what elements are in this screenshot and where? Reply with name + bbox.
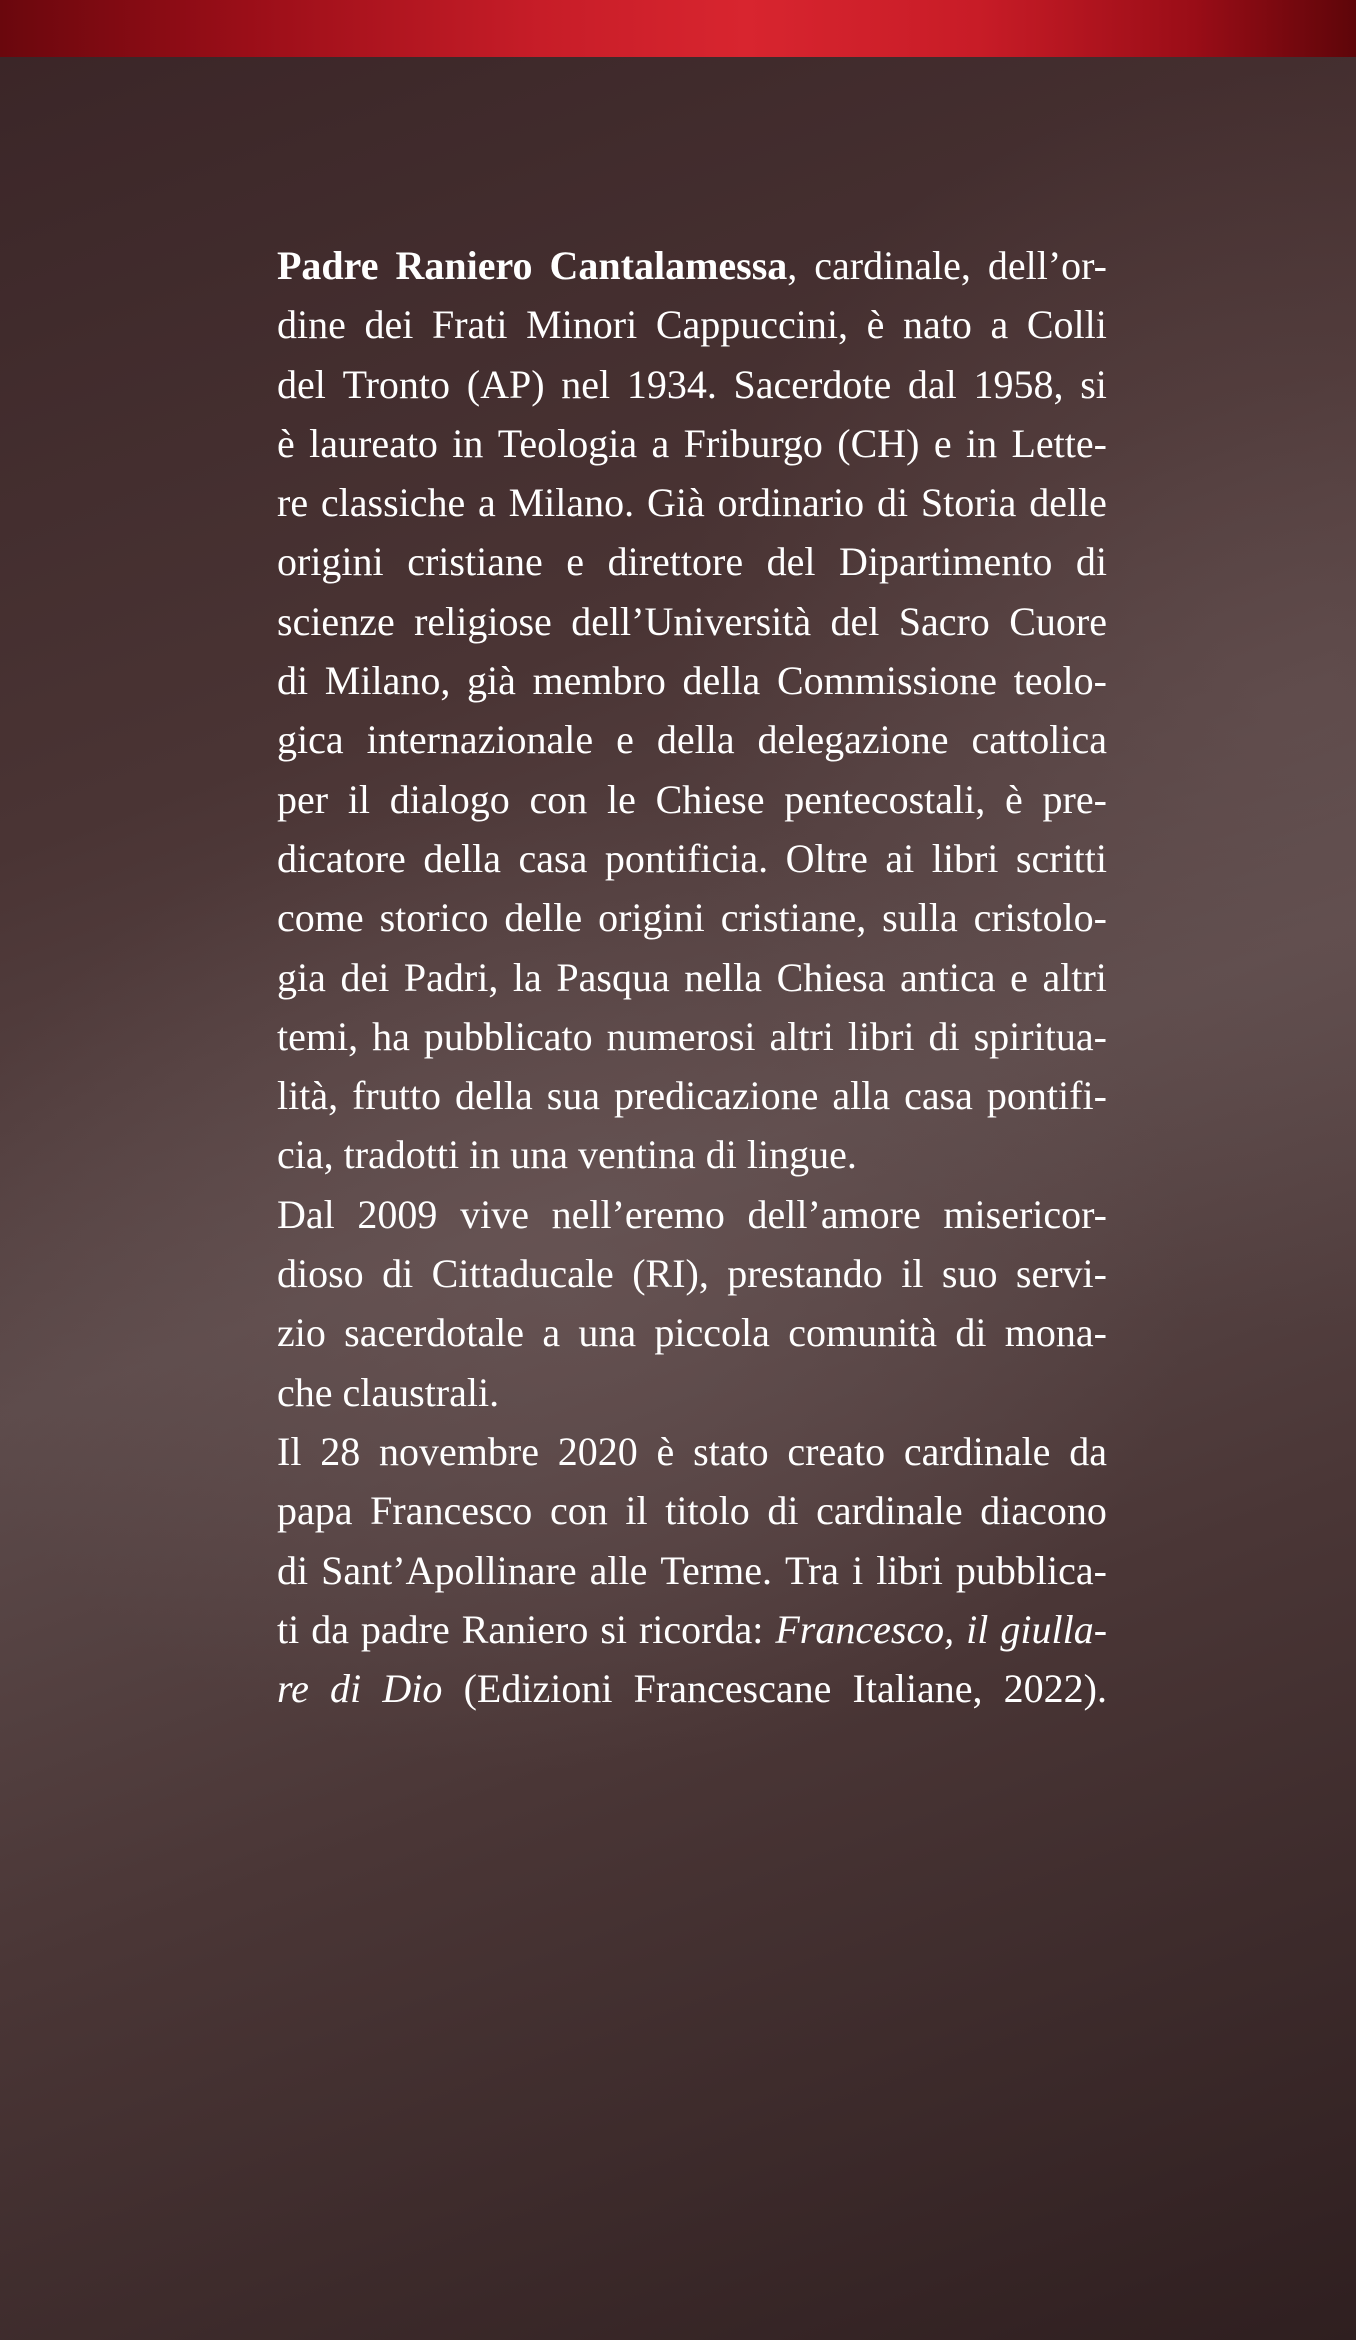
word: sua: [546, 1073, 601, 1119]
word: dialogo: [389, 776, 510, 822]
word: altri: [769, 1013, 834, 1059]
word: Friburgo: [683, 420, 823, 466]
word: casa: [904, 1073, 973, 1119]
word: predicazione: [614, 1073, 819, 1119]
word: di: [277, 658, 309, 704]
word: a: [542, 1310, 561, 1356]
bio-line: [277, 592, 1107, 651]
word: Lette-: [1011, 420, 1107, 466]
book-title-part-1: Francesco, il giulla-: [775, 1606, 1108, 1652]
word: piccola: [654, 1310, 770, 1356]
word: ordinario: [717, 480, 865, 526]
bio-line: [277, 1541, 1107, 1600]
word: cardinale: [903, 1428, 1051, 1474]
word: il: [347, 776, 371, 822]
word: per: [277, 776, 329, 822]
word: del: [277, 361, 326, 407]
word: e: [566, 539, 585, 585]
word: alla: [832, 1073, 891, 1119]
word: Cittaducale: [431, 1251, 614, 1297]
word: il: [625, 1488, 648, 1534]
word: in: [452, 420, 484, 466]
word: cristiane,: [720, 895, 867, 941]
word: sacerdotale: [344, 1310, 525, 1356]
word: una: [578, 1310, 637, 1356]
word: pubblica-: [955, 1547, 1107, 1593]
word: Pasqua: [556, 954, 670, 1000]
word: vive: [460, 1191, 529, 1237]
word: la: [512, 954, 542, 1000]
word: dioso: [277, 1251, 364, 1297]
word: membro: [532, 658, 666, 704]
bio-line: [277, 414, 1107, 473]
word: stato: [693, 1428, 769, 1474]
word: con: [549, 1488, 608, 1534]
bio-line: [277, 1007, 1107, 1066]
word: origini: [598, 895, 705, 941]
word: i: [852, 1547, 864, 1593]
word: dal: [907, 361, 957, 407]
word: Tra: [784, 1547, 840, 1593]
word: il: [901, 1251, 924, 1297]
word: (AP): [466, 361, 545, 407]
word: è: [866, 302, 885, 348]
word: Cappuccini,: [655, 302, 849, 348]
word: di: [876, 480, 909, 526]
word: pentecostali,: [784, 776, 986, 822]
bio-line: [277, 1659, 1107, 1718]
word: scienze: [277, 598, 395, 644]
word: Oltre: [785, 835, 868, 881]
word: a: [990, 302, 1009, 348]
word: Sant’Apollinare: [321, 1547, 577, 1593]
word: re: [277, 480, 309, 526]
word: temi,: [277, 1013, 359, 1059]
word: dine: [277, 302, 346, 348]
word: come: [277, 895, 364, 941]
word: 2009: [357, 1191, 438, 1237]
word: delle: [1029, 480, 1107, 526]
word: di: [1075, 539, 1107, 585]
word: gica: [277, 717, 344, 763]
word: Dipartimento: [839, 539, 1053, 585]
word: (CH): [837, 420, 920, 466]
word: di: [382, 1251, 414, 1297]
word: cristolo-: [973, 895, 1107, 941]
word: di: [277, 1547, 309, 1593]
word: Il: [277, 1428, 302, 1474]
word: è: [656, 1428, 675, 1474]
bio-segment: ti da padre Raniero si ricorda: Francesco, il giulla-: [277, 1606, 1108, 1652]
author-name: Padre Raniero Cantalamessa: [277, 243, 788, 288]
word: e: [933, 420, 952, 466]
word: servi-: [1015, 1251, 1107, 1297]
word: (RI),: [632, 1251, 709, 1297]
bio-line: [277, 1303, 1107, 1362]
word: della: [423, 835, 502, 881]
bio-line: che claustrali.: [277, 1369, 500, 1415]
word: di: [928, 1013, 960, 1059]
word: storico: [379, 895, 489, 941]
word: Storia: [920, 480, 1017, 526]
word: alle: [589, 1547, 648, 1593]
word: Sacerdote: [733, 361, 892, 407]
word: sulla: [882, 895, 958, 941]
word: internazionale: [366, 717, 594, 763]
word: dell’Università: [571, 598, 812, 644]
word: pontifi-: [986, 1073, 1107, 1119]
bio-line: [277, 473, 1107, 532]
word: già: [467, 658, 516, 704]
word: comunità: [788, 1310, 938, 1356]
word: pubblicato: [423, 1013, 593, 1059]
word: novembre: [379, 1428, 539, 1474]
word: di: [955, 1310, 987, 1356]
word: Già: [646, 480, 705, 526]
word: dicatore: [277, 835, 406, 881]
word: diacono: [980, 1488, 1107, 1534]
word: religiose: [414, 598, 552, 644]
word: delle: [504, 895, 583, 941]
word: dei: [340, 954, 390, 1000]
word: Terme.: [660, 1547, 772, 1593]
word: classiche: [320, 480, 466, 526]
word: della: [454, 1073, 533, 1119]
word: libri: [876, 1547, 943, 1593]
word: è: [277, 420, 295, 466]
word: pontificia.: [604, 835, 769, 881]
word: suo: [941, 1251, 998, 1297]
word: origini: [277, 539, 384, 585]
word: casa: [518, 835, 588, 881]
bio-segment: re di Dio (Edizioni Francescane Italiane, 2022).: [277, 1666, 1108, 1712]
word: misericor-: [943, 1191, 1107, 1237]
word: nato: [903, 302, 972, 348]
word: Colli: [1026, 302, 1107, 348]
word: in: [965, 420, 998, 466]
word: Commissione: [776, 658, 997, 704]
bio-line: [277, 888, 1107, 947]
word: Chiese: [655, 776, 765, 822]
word: dei: [364, 302, 414, 348]
bio-line: [277, 1244, 1107, 1303]
word: Francesco: [370, 1488, 533, 1534]
word: Tronto: [342, 361, 451, 407]
bio-line: [277, 355, 1107, 414]
word: Cuore: [1009, 598, 1107, 644]
bio-line: [277, 948, 1107, 1007]
word: ai: [885, 835, 915, 881]
word: Milano,: [324, 658, 451, 704]
word: è: [1005, 776, 1023, 822]
bio-line: [277, 236, 1107, 295]
top-red-band: [0, 0, 1356, 57]
word: 2020: [557, 1428, 638, 1474]
bio-line: [277, 1481, 1107, 1540]
word: 1934.: [626, 361, 717, 407]
word: 28: [320, 1428, 361, 1474]
word: a: [478, 480, 496, 526]
word: e: [1010, 954, 1028, 1000]
word: numerosi: [606, 1013, 756, 1059]
word: Frati: [431, 302, 508, 348]
word: creato: [787, 1428, 886, 1474]
word: Dal: [277, 1191, 335, 1237]
word: direttore: [607, 539, 744, 585]
word: a: [651, 420, 670, 466]
word: cattolica: [971, 717, 1107, 763]
word: zio: [277, 1310, 326, 1356]
word: antica: [900, 954, 996, 1000]
word: Sacro: [898, 598, 990, 644]
word: titolo: [665, 1488, 750, 1534]
word: Minori: [526, 302, 638, 348]
word: scritti: [1015, 835, 1107, 881]
word: frutto: [352, 1073, 441, 1119]
bio-line: [277, 770, 1107, 829]
word: le: [607, 776, 636, 822]
word: libri: [931, 835, 999, 881]
word: Teologia: [497, 420, 638, 466]
word: cardinale: [816, 1488, 963, 1534]
bio-line: [277, 1422, 1107, 1481]
word: da: [1069, 1428, 1107, 1474]
word: dell’amore: [747, 1191, 921, 1237]
word: mona-: [1004, 1310, 1107, 1356]
word: cristiane: [407, 539, 543, 585]
word: nell’eremo: [551, 1191, 725, 1237]
book-title-part-2: re di Dio: [277, 1666, 443, 1712]
word: spiritua-: [973, 1013, 1107, 1059]
bio-line: [277, 1600, 1107, 1659]
bio-line: cia, tradotti in una ventina di lingue.: [277, 1132, 857, 1178]
word: libri: [847, 1013, 915, 1059]
word: Padri,: [403, 954, 499, 1000]
word: altri: [1042, 954, 1107, 1000]
bio-line: [277, 1185, 1107, 1244]
word: nel: [561, 361, 611, 407]
bio-line: [277, 1066, 1107, 1125]
word: gia: [277, 954, 326, 1000]
bio-line: [277, 532, 1107, 591]
word: del: [830, 598, 880, 644]
word: Chiesa: [776, 954, 886, 1000]
bio-line: [277, 651, 1107, 710]
bio-first-segment: Padre Raniero Cantalamessa, cardinale, dell’or-: [277, 243, 1107, 288]
bio-line: [277, 710, 1107, 769]
word: 1958,: [973, 361, 1064, 407]
word: del: [766, 539, 816, 585]
word: Milano.: [508, 480, 635, 526]
bio-line: [277, 829, 1107, 888]
word: e: [616, 717, 634, 763]
word: lità,: [277, 1073, 339, 1119]
word: laureato: [309, 420, 438, 466]
word: teolo-: [1013, 658, 1107, 704]
word: papa: [277, 1488, 353, 1534]
word: ha: [372, 1013, 410, 1059]
word: della: [682, 658, 761, 704]
word: di: [767, 1488, 799, 1534]
word: delegazione: [757, 717, 949, 763]
word: si: [1080, 361, 1107, 407]
bio-line: [277, 295, 1107, 354]
word: della: [656, 717, 735, 763]
word: con: [529, 776, 588, 822]
word: prestando: [727, 1251, 883, 1297]
word: nella: [684, 954, 763, 1000]
author-biography: [277, 236, 1107, 1718]
word: pre-: [1042, 776, 1107, 822]
